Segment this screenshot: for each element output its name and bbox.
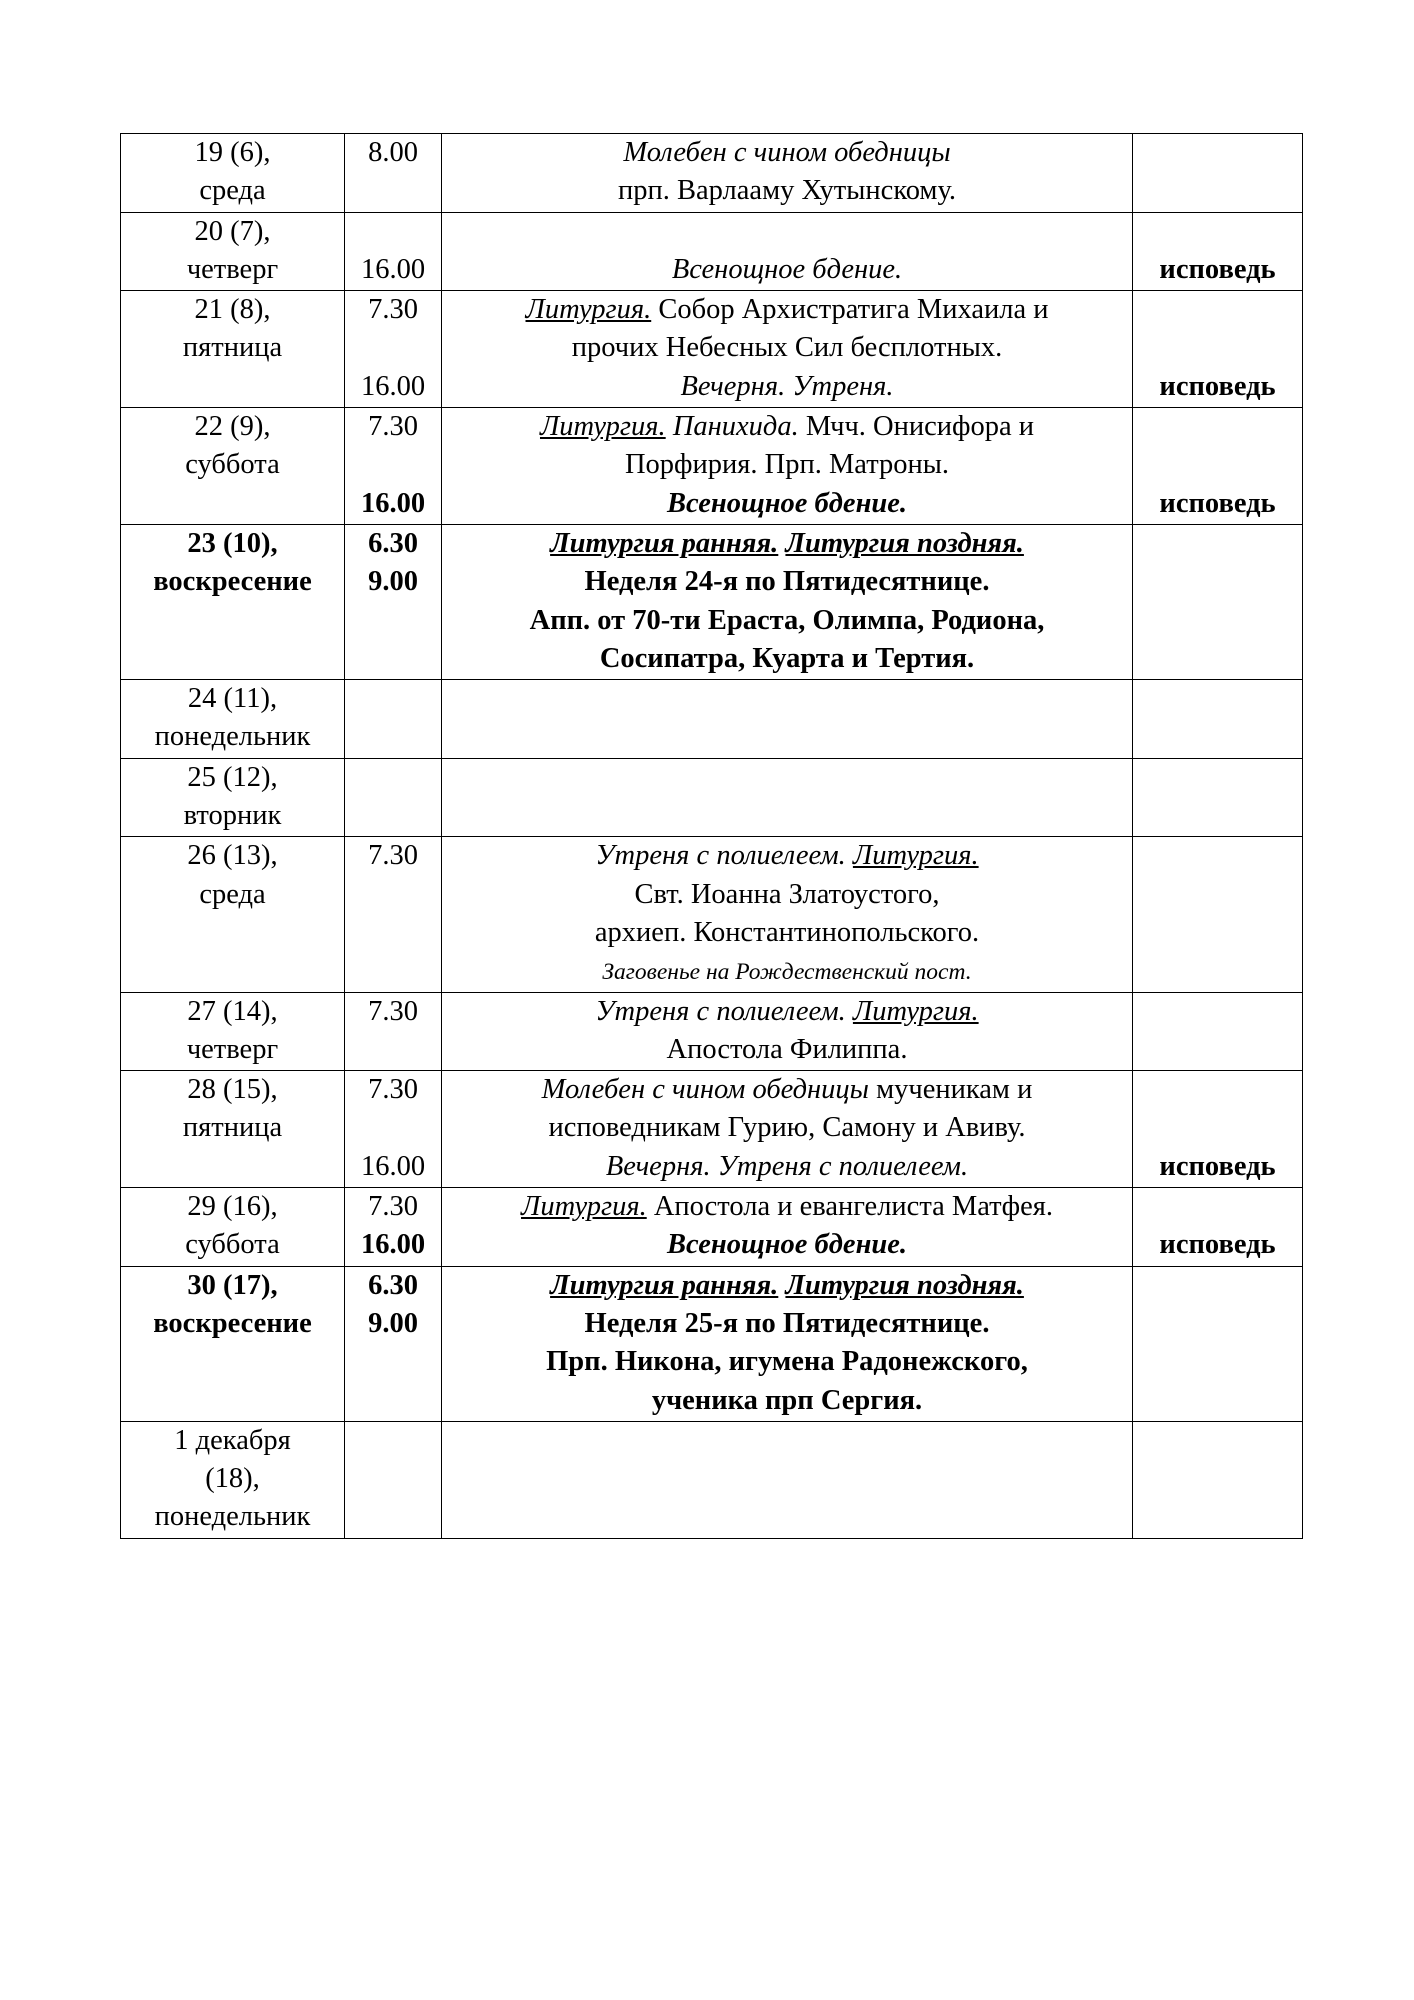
date-line: понедельник	[154, 1501, 311, 1533]
date-line: 27 (14),	[187, 995, 278, 1027]
service-line	[446, 1226, 1128, 1264]
note-cell	[1133, 291, 1303, 408]
service-line	[446, 446, 1128, 484]
schedule-row	[121, 134, 1303, 213]
service-text: Литургия ранняя.	[550, 527, 779, 559]
schedule-row	[121, 524, 1303, 679]
service-text: Литургия.	[521, 1191, 647, 1223]
service-line	[446, 1343, 1128, 1381]
service-line	[446, 914, 1128, 952]
service-text: Апп. от 70-ти Ераста, Олимпа, Родиона,	[529, 604, 1045, 636]
service-line	[446, 408, 1128, 446]
confession-label: исповедь	[1159, 1229, 1276, 1261]
service-line	[446, 172, 1128, 210]
confession-label: исповедь	[1159, 253, 1276, 285]
service-line	[446, 525, 1128, 563]
service-line	[446, 291, 1128, 329]
service-line	[446, 1109, 1128, 1147]
service-text: Литургия поздняя.	[785, 527, 1024, 559]
note-cell	[1133, 1421, 1303, 1538]
date-cell	[121, 1266, 345, 1421]
note-cell	[1133, 680, 1303, 759]
service-cell	[442, 1071, 1133, 1188]
date-line: вторник	[183, 800, 282, 832]
schedule-row	[121, 291, 1303, 408]
service-cell	[442, 408, 1133, 525]
date-line: 29 (16),	[187, 1191, 278, 1223]
service-time: 8.00	[368, 137, 418, 168]
time-cell	[345, 408, 442, 525]
service-time: 16.00	[360, 1229, 426, 1261]
date-line: воскресение	[153, 1307, 312, 1339]
date-line: 30 (17),	[187, 1269, 278, 1301]
service-text: Литургия.	[539, 411, 666, 443]
service-time: 7.30	[368, 995, 418, 1027]
service-line	[446, 563, 1128, 601]
service-text: Апостола Филиппа.	[666, 1033, 908, 1065]
date-line: 28 (15),	[187, 1074, 278, 1106]
date-cell	[121, 837, 345, 992]
time-cell	[345, 1071, 442, 1188]
service-line	[446, 134, 1128, 172]
service-text: прочих Небесных Сил бесплотных.	[571, 332, 1003, 364]
date-cell	[121, 212, 345, 291]
date-cell	[121, 1421, 345, 1538]
service-text: Порфирия. Прп. Матроны.	[624, 449, 950, 481]
date-cell	[121, 291, 345, 408]
date-line: 21 (8),	[194, 294, 271, 326]
service-text: ученика прп Сергия.	[651, 1384, 923, 1416]
service-line	[446, 1382, 1128, 1420]
confession-label: исповедь	[1159, 370, 1276, 402]
date-line: пятница	[182, 1112, 283, 1144]
service-time: 16.00	[360, 487, 426, 519]
note-cell	[1133, 1071, 1303, 1188]
service-text: Собор Архистратига Михаила и	[651, 294, 1049, 326]
note-cell	[1133, 1266, 1303, 1421]
service-text: Литургия.	[525, 294, 652, 326]
date-line: 23 (10),	[187, 527, 278, 559]
service-line	[446, 640, 1128, 678]
date-line: понедельник	[154, 721, 311, 753]
date-line: суббота	[185, 449, 280, 481]
date-cell	[121, 408, 345, 525]
service-text: Вечерня. Утреня с полиелеем.	[605, 1150, 969, 1182]
schedule-row	[121, 1188, 1303, 1267]
date-line: 24 (11),	[187, 683, 278, 715]
date-cell	[121, 758, 345, 837]
time-cell	[345, 1188, 442, 1267]
service-cell	[442, 758, 1133, 837]
date-line: 19 (6),	[194, 137, 271, 168]
service-text: Молебен с чином обедницы	[623, 137, 951, 168]
service-line	[446, 1031, 1128, 1069]
service-line	[446, 213, 1128, 251]
confession-label: исповедь	[1159, 487, 1276, 519]
note-cell	[1133, 837, 1303, 992]
service-line	[446, 1305, 1128, 1343]
service-cell	[442, 134, 1133, 213]
service-line	[446, 952, 1128, 990]
date-cell	[121, 134, 345, 213]
service-line	[446, 993, 1128, 1031]
service-text: Прп. Никона, игумена Радонежского,	[546, 1346, 1028, 1378]
service-text: Апостола и евангелиста Матфея.	[646, 1191, 1053, 1223]
schedule-row	[121, 680, 1303, 759]
service-text: исповедникам Гурию, Самону и Авиву.	[548, 1112, 1026, 1144]
time-cell	[345, 758, 442, 837]
service-line	[446, 251, 1128, 289]
time-cell	[345, 524, 442, 679]
time-cell	[345, 1266, 442, 1421]
service-time: 16.00	[360, 1150, 426, 1182]
date-line: 26 (13),	[187, 840, 278, 872]
service-text	[846, 840, 853, 871]
date-line: четверг	[186, 253, 279, 285]
time-cell	[345, 212, 442, 291]
service-time: 6.30	[368, 527, 418, 559]
service-time: 7.30	[368, 840, 418, 872]
note-cell	[1133, 992, 1303, 1071]
service-cell	[442, 524, 1133, 679]
date-cell	[121, 1188, 345, 1267]
schedule-body	[121, 134, 1303, 1539]
service-time	[349, 172, 437, 210]
service-text: мученикам и	[868, 1074, 1033, 1106]
note-cell	[1133, 134, 1303, 213]
service-line	[446, 837, 1128, 875]
service-text: Мчч. Онисифора и	[798, 411, 1035, 443]
date-line: воскресение	[153, 566, 312, 598]
service-time: 6.30	[368, 1269, 418, 1301]
service-line	[446, 485, 1128, 523]
service-cell	[442, 1421, 1133, 1538]
date-cell	[121, 992, 345, 1071]
service-text: Всенощное бдение.	[666, 487, 908, 519]
service-line	[446, 602, 1128, 640]
service-text: архиеп. Константинопольского.	[594, 916, 980, 948]
service-line	[446, 329, 1128, 367]
schedule-row	[121, 758, 1303, 837]
service-cell	[442, 837, 1133, 992]
schedule-row	[121, 1071, 1303, 1188]
service-cell	[442, 291, 1133, 408]
note-cell	[1133, 1188, 1303, 1267]
date-line: среда	[199, 878, 266, 910]
service-cell	[442, 212, 1133, 291]
service-line	[446, 876, 1128, 914]
date-line: четверг	[186, 1033, 279, 1065]
service-line	[446, 1148, 1128, 1186]
schedule-table	[120, 133, 1303, 1539]
date-line: 20 (7),	[194, 215, 271, 247]
service-time	[349, 213, 437, 251]
service-text: Неделя 24-я по Пятидесятнице.	[584, 566, 990, 598]
service-cell	[442, 1188, 1133, 1267]
date-line: 25 (12),	[187, 761, 278, 793]
service-text: Литургия.	[852, 995, 979, 1027]
date-cell	[121, 680, 345, 759]
time-cell	[345, 837, 442, 992]
schedule-row	[121, 992, 1303, 1071]
service-time: 7.30	[368, 1074, 418, 1106]
date-line: 1 декабря	[174, 1424, 291, 1456]
service-line	[446, 1267, 1128, 1305]
service-text: Литургия.	[852, 840, 979, 872]
service-text: прп. Варлааму Хутынскому.	[618, 175, 956, 207]
service-time	[349, 329, 437, 367]
time-cell	[345, 1421, 442, 1538]
service-line	[446, 368, 1128, 406]
service-time	[349, 1109, 437, 1147]
service-time: 7.30	[368, 294, 418, 326]
schedule-row	[121, 408, 1303, 525]
schedule-row	[121, 837, 1303, 992]
service-text: Заговенье на Рождественский пост.	[602, 959, 972, 986]
service-text: Утреня с полиелеем.	[595, 995, 846, 1027]
service-text: Всенощное бдение.	[671, 253, 903, 285]
date-line: 22 (9),	[194, 411, 271, 443]
service-time: 16.00	[360, 370, 426, 402]
service-time: 9.00	[368, 566, 418, 598]
service-text: Панихида.	[665, 411, 799, 443]
service-text: Всенощное бдение.	[666, 1229, 908, 1261]
date-line: (18),	[205, 1463, 260, 1495]
schedule-row	[121, 212, 1303, 291]
note-cell	[1133, 758, 1303, 837]
service-cell	[442, 680, 1133, 759]
date-cell	[121, 524, 345, 679]
time-cell	[345, 680, 442, 759]
time-cell	[345, 291, 442, 408]
confession-label: исповедь	[1159, 1150, 1276, 1182]
service-line	[446, 1071, 1128, 1109]
service-cell	[442, 992, 1133, 1071]
note-cell	[1133, 524, 1303, 679]
service-text: Сосипатра, Куарта и Тертия.	[599, 642, 975, 674]
date-cell	[121, 1071, 345, 1188]
service-text: Литургия ранняя.	[550, 1269, 779, 1301]
service-text	[846, 996, 853, 1027]
note-cell	[1133, 212, 1303, 291]
date-line: среда	[199, 175, 266, 207]
time-cell	[345, 134, 442, 213]
service-time: 9.00	[368, 1307, 418, 1339]
service-time: 7.30	[368, 411, 418, 443]
schedule-row	[121, 1421, 1303, 1538]
service-line	[446, 1188, 1128, 1226]
service-text: Молебен с чином обедницы	[541, 1074, 869, 1106]
date-line: суббота	[185, 1229, 280, 1261]
time-cell	[345, 992, 442, 1071]
service-time	[349, 446, 437, 484]
service-cell	[442, 1266, 1133, 1421]
service-text: Вечерня. Утреня.	[680, 370, 894, 402]
schedule-row	[121, 1266, 1303, 1421]
service-text: Свт. Иоанна Златоустого,	[634, 878, 940, 910]
note-cell	[1133, 408, 1303, 525]
service-text: Неделя 25-я по Пятидесятнице.	[584, 1307, 990, 1339]
date-line: пятница	[182, 332, 283, 364]
service-text: Утреня с полиелеем.	[595, 840, 846, 872]
service-time: 16.00	[360, 253, 426, 285]
service-time: 7.30	[368, 1191, 418, 1223]
service-text: Литургия поздняя.	[785, 1269, 1024, 1301]
